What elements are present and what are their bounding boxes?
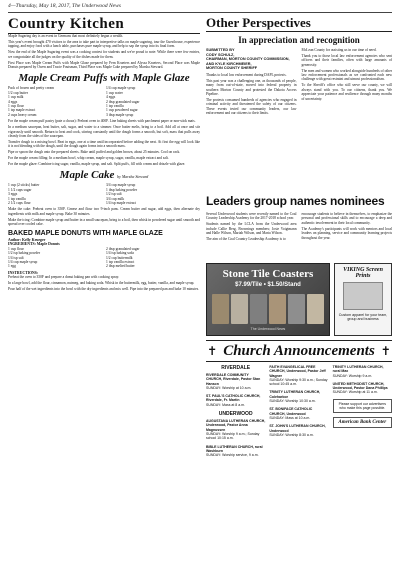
byline-line: CODY SCHULZ,: [206, 52, 235, 57]
town-heading: UNDERWOOD: [218, 411, 253, 418]
church-listings: [206, 365, 392, 563]
church-header: [206, 340, 392, 362]
article-paragraph: The protests consumed hundreds of agencies who engaged in criminal activity and threatened the safety of our citizens. These events tested our community leaders, our law enforcement and our citizens to their limits.: [206, 98, 297, 116]
ingredient: 2 tbsp granulated sugar: [106, 246, 140, 251]
ingredient-column: [106, 86, 200, 117]
article-paragraph: Thanks to local law enforcement during DAPL protests.: [206, 72, 287, 77]
article-paragraph: Several Underwood students were recently named to the Coal Country Leadership Academy for the 2017-2018 school year.: [206, 212, 297, 221]
article-paragraph: To the Sheriff's office who still serve our county, we will always stand with you. To our citizens, thank you. We appreciate your patience and resilience through many months of uncertainty.: [301, 83, 392, 101]
church-name: ST. PAUL'S CATHOLIC CHURCH, Riverdale, Fr. Martin: [206, 394, 261, 403]
byline-line: AND KYLE KIRCHMEIER,: [206, 61, 252, 66]
ingredient: Pack of frozen and pretty cream: [8, 86, 54, 91]
recipe-step: For the maple cream filling: In a medium bowl, whip cream, maple syrup, sugar, vanilla, maple extract and salt.: [8, 156, 169, 161]
intro-paragraph: First Place was Maple Cream Puffs with Maple Glaze prepared by Fern Krueters and Alyssa Krueters, Second Place was Maple Donuts prepared by Owen and Tracie Foutsman, Third Place was Maple Cake prepared by Marsha Steward.: [8, 60, 200, 69]
ad-title: Stone Tile Coasters: [222, 268, 314, 280]
church-column: [206, 365, 265, 563]
byline: [206, 48, 297, 71]
ingredient: 1 tsp vanilla: [8, 196, 26, 201]
recipe-title: [8, 169, 200, 181]
ingredient: 1/4 tsp baking soda: [106, 251, 134, 256]
ingredient-list: [8, 183, 200, 205]
ingredient: 3 tbsp maple syrup: [106, 112, 134, 117]
stone-tile-ad: [206, 263, 330, 336]
church-name: UNITED METHODIST CHURCH, Underwood, Pastor Dana Phillips: [332, 381, 388, 391]
church-detail: SUNDAY: Mass at 10 a.m.: [269, 415, 311, 420]
church-name: ST. JOHN'S LUTHERAN CHURCH, Underwood: [269, 424, 326, 433]
ingredient: 1/2 tsp salt: [106, 192, 122, 197]
church-detail: SUNDAY: Mass at 8 a.m.: [206, 402, 246, 407]
ingredient: 3/4 cup maple syrup: [106, 183, 136, 188]
running-header: 4—Thursday, May 18, 2017, The Underwood News: [8, 3, 121, 9]
other-perspectives-section: [206, 14, 392, 204]
church-name: ST. BONIFACE CATHOLIC CHURCH, Underwood: [269, 407, 313, 416]
church-detail: SUNDAY: Worship 8:30 a.m.: [269, 432, 314, 437]
ingredient: 1 tsp maple extract: [8, 108, 36, 113]
recipe-step: Pipe or spoon the dough onto the prepared sheets. Bake until puffed and golden brown, about 25 minutes. Cool on rack.: [8, 150, 181, 155]
ingredient: 1/2 cup butter: [8, 90, 28, 95]
ad-price: $7.99/Tile • $1.50/Stand: [235, 282, 301, 288]
ingredient: 1 tsp vanilla: [106, 103, 124, 108]
recipe-step: Make the icing: Combine maple syrup and butter in a small saucepan, bring to a boil, then whisk in powdered sugar until smooth and spread over cooled cake.: [8, 217, 200, 227]
article-paragraph: The Academy's participants will work with mentors and local leaders on planning, service and community learning projects throughout the year.: [301, 226, 392, 240]
ingredient: 2 cups heavy cream: [8, 112, 37, 117]
article-columns: [206, 48, 392, 204]
article-column: [206, 212, 297, 260]
ingredient: 1/4 cup maple syrup: [106, 86, 136, 91]
intro-paragraph: Maple Sugaring day is an event in Germans that most definitely began a wealth.: [8, 34, 124, 38]
church-entry: [206, 445, 265, 458]
recipe-title: Maple Cream Puffs with Maple Glaze: [18, 72, 190, 85]
ingredient: 1 cup powdered sugar: [106, 108, 138, 113]
church-name: FAITH EVANGELICAL FREE CHURCH, Underwood, Pastor Jeff Wagner: [269, 365, 326, 378]
ingredient: 2 1/2 cups flour: [8, 200, 31, 205]
byline-line: CHAIRMAN, MORTON COUNTY COMMISSION,: [206, 57, 290, 62]
ingredient-column: [8, 247, 102, 269]
sponsor-logo: American Bank Center: [333, 417, 392, 428]
church-name: BIBLE LUTHERAN CHURCH, rural Washburn: [206, 444, 263, 453]
ingredient: 3/4 cup milk: [106, 196, 125, 201]
church-entry: [206, 373, 265, 390]
ingredient: 1 egg: [8, 264, 16, 269]
church-entry: [333, 365, 392, 378]
section-title: Church Announcements: [223, 342, 375, 359]
article-paragraph: Students named by the LCLA from the Underwood area include Callie Berg, Brownings members; Josie Voigtmann and Halle Wilson, Mariah Wilson, and Maria Wilson.: [206, 222, 297, 236]
ingredient-list: [8, 247, 200, 269]
tile-image: [212, 294, 229, 324]
ingredient: 3 eggs: [8, 192, 18, 197]
article-paragraph: encourage students to believe in themselves, to emphasize the personal and professional skills and to encourage a deep and authentic involvement in their local community.: [301, 212, 392, 225]
church-entry: [269, 365, 328, 386]
tile-gallery: [212, 294, 324, 324]
ingredient-column: [8, 183, 102, 205]
article-paragraph: The men and women who worked alongside hundreds of other law enforcement professionals as we confronted each new challenge with great restraint and utmost professionalism.: [301, 68, 392, 82]
ingredient: 1 1/2 cups sugar: [8, 187, 32, 192]
ad-text: Custom apparel for your team, group and business: [338, 313, 388, 322]
cross-icon: ✝: [380, 344, 391, 358]
recipe-step: In a large bowl, add the flour, cinnamon, nutmeg, and baking soda. Whisk in the buttermilk, egg, butter, vanilla, and maple syrup.: [8, 281, 195, 286]
church-entry: [206, 419, 265, 440]
sponsor-note: Please support our advertisers who make this page possible.: [333, 399, 392, 414]
tile-image: [231, 294, 248, 324]
ad-title: VIKING Screen Prints: [343, 267, 383, 279]
tile-image: [288, 294, 305, 324]
recipe-step: In a medium saucepan, heat butter, salt, sugar, and water to a simmer. Once butter melts, bring to a boil. Add all at once and stir vigorously until smooth. Return to heat and cook, stirring constantly until the dough forms a smooth, but soft, mass that pulls away cleanly from the sides of the saucepan.: [8, 125, 200, 138]
ingredient: 1 cup milk: [8, 95, 24, 100]
ingredient-column: [106, 247, 200, 269]
ingredient: 1 cup water: [106, 90, 123, 95]
recipe-step: For the maple glaze: Combine icing sugar, vanilla, maple syrup, and salt. Split puffs, fill with cream and drizzle with glaze.: [8, 161, 186, 166]
ingredient: 1/4 cup maple syrup: [8, 259, 38, 264]
church-detail: SUNDAY: Worship service, 9 a.m.: [206, 453, 259, 458]
header-rule: [8, 12, 392, 13]
church-entry: [269, 390, 328, 403]
article-paragraph: Thank you to those local law enforcement agencies who sent officers and their families, often with large amounts of generosity.: [301, 53, 392, 67]
ingredient: 1 tsp vanilla extract: [106, 259, 135, 264]
ad-image: [343, 282, 383, 310]
ingredient: 1 cup flour: [8, 103, 24, 108]
ingredient-column: [8, 86, 102, 117]
byline-line: SUBMITTED BY: [206, 48, 235, 52]
church-detail: SUNDAY: Worship 9 a.m.: [332, 373, 373, 378]
ingredient: 4 eggs: [106, 95, 116, 100]
church-detail: SUNDAY: Worship at 11 a.m.: [332, 390, 378, 395]
ingredients-label: INGREDIENTS: Maple Donuts: [8, 242, 60, 247]
tile-image: [269, 294, 286, 324]
church-entry: [269, 407, 328, 420]
article-column: [302, 48, 393, 204]
article-column: [302, 212, 393, 260]
church-column: [333, 365, 392, 563]
ingredient: 1 tbsp baking powder: [106, 187, 138, 192]
ingredient: 4 eggs: [8, 99, 18, 104]
church-entry: [269, 424, 328, 437]
tile-image: [250, 294, 267, 324]
recipe-title: BAKED MAPLE DONUTS WITH MAPLE GLAZE: [8, 229, 163, 237]
church-entry: [206, 394, 265, 407]
instructions-label: INSTRUCTIONS:: [8, 270, 39, 275]
recipe-step: Make the cake: Preheat oven to 350F. Grease and flour two 9-inch pans. Cream butter and sugar, add eggs, then alternate dry ingredients with milk and maple syrup. Bake 30 minutes.: [8, 207, 200, 216]
town-heading: RIVERDALE: [221, 365, 251, 371]
church-entry: [333, 382, 392, 395]
recipe-step: For the maple cream puff pastry (pate a choux): Preheat oven to 400F. Line baking sheets with parchment paper or non-stick mats.: [8, 119, 196, 124]
article-paragraph: McLean County for assisting us in our time of need.: [301, 48, 377, 52]
country-kitchen-section: [8, 14, 200, 564]
ingredient: 1 cup (2 sticks) butter: [8, 183, 40, 188]
article-headline: In appreciation and recognition: [238, 35, 360, 45]
church-detail: SUNDAY: Worship 9:30 a.m.; Sunday school 10:45 a.m.: [269, 377, 328, 387]
intro-paragraph: This year's event brought 470 visitors to the area to take part in interpretive talks on maple sugaring, tour the Guesthouse, experience tapping, and enjoy food with a lunch table, purchases pure maple syrup, and help to sap the syrup into its final form.: [8, 39, 200, 49]
recipe-author: Author: Kelly Krueger: [8, 237, 46, 242]
byline-line: MORTON COUNTY SHERIFF: [206, 66, 258, 71]
ingredient: 2 tbsp granulated sugar: [106, 99, 140, 104]
ingredient: 1/2 cup buttermilk: [106, 255, 133, 260]
church-column: [269, 365, 328, 563]
viking-screen-prints-ad: [334, 263, 392, 336]
article-columns: [206, 212, 392, 260]
recipe-title-text: Maple Cake: [59, 169, 115, 182]
article-headline: Leaders group names nominees: [206, 194, 385, 208]
ingredient: 1/4 tsp salt: [8, 255, 24, 260]
article-paragraph: This past year was a challenging one, as thousands of people, many from out-of-state, moved into federal property in southern Morton County and protested the Dakota Access Pipeline.: [206, 78, 297, 97]
recipe-step: Preheat the oven to 350F and prepare a donut baking pan with cooking spray.: [8, 275, 120, 280]
section-title: Country Kitchen: [8, 14, 200, 34]
church-detail: SUNDAY: Worship 10:30 a.m.: [269, 399, 316, 404]
church-detail: SUNDAY: Worship at 10 a.m.: [206, 385, 252, 390]
ad-footer: The Underwood News: [250, 327, 286, 331]
ingredient: 1/2 tsp baking powder: [8, 251, 41, 256]
article-paragraph: The aim of the Coal Country Leadership Academy is to: [206, 237, 286, 242]
cross-icon: ✝: [207, 344, 218, 358]
recipe-step: Pour half of the wet ingredients into the bowl with the dry ingredients and mix well. Pipe into the prepared pan and bake 10 minutes.: [8, 287, 200, 292]
ingredient-column: [106, 183, 200, 205]
church-detail: SUNDAY: Worship 9 a.m.; Sunday school 10:15 a.m.: [206, 431, 260, 441]
church-name: AUGUSTANA LUTHERAN CHURCH, Underwood, Pastor Anna Magnussen: [206, 419, 266, 432]
article-column: [206, 48, 297, 204]
church-name: TRINITY LUTHERAN CHURCH, Coleharbor: [269, 390, 321, 399]
ingredient: 1 cup flour: [8, 246, 24, 251]
church-name: TRINITY LUTHERAN CHURCH, rural Max: [332, 365, 384, 374]
intro-paragraph: Now the end of the Maple Sugaring event was a cooking contest for students and we're proud to note: While there were few entries, we congratulate all the judges on the quality of the dishes made for them.: [8, 50, 200, 59]
section-title: Other Perspectives: [206, 14, 392, 32]
recipe-step: Transfer dough to a mixing bowl. Beat in eggs, one at a time until incorporated before adding the next. At first the egg will look like it is not blending with the dough, until the dough again forms into a smooth mass.: [8, 139, 200, 149]
ingredient: 2 tbsp melted butter: [106, 264, 135, 269]
church-name: RIVERDALE COMMUNITY CHURCH, Riverdale, Pastor Stan Hanson: [206, 373, 261, 386]
recipe-byline: by Marsha Steward: [117, 174, 149, 180]
ingredient-list: [8, 86, 200, 117]
tile-image: [307, 294, 324, 324]
ingredient: 1/4 tsp maple extract: [106, 200, 137, 205]
